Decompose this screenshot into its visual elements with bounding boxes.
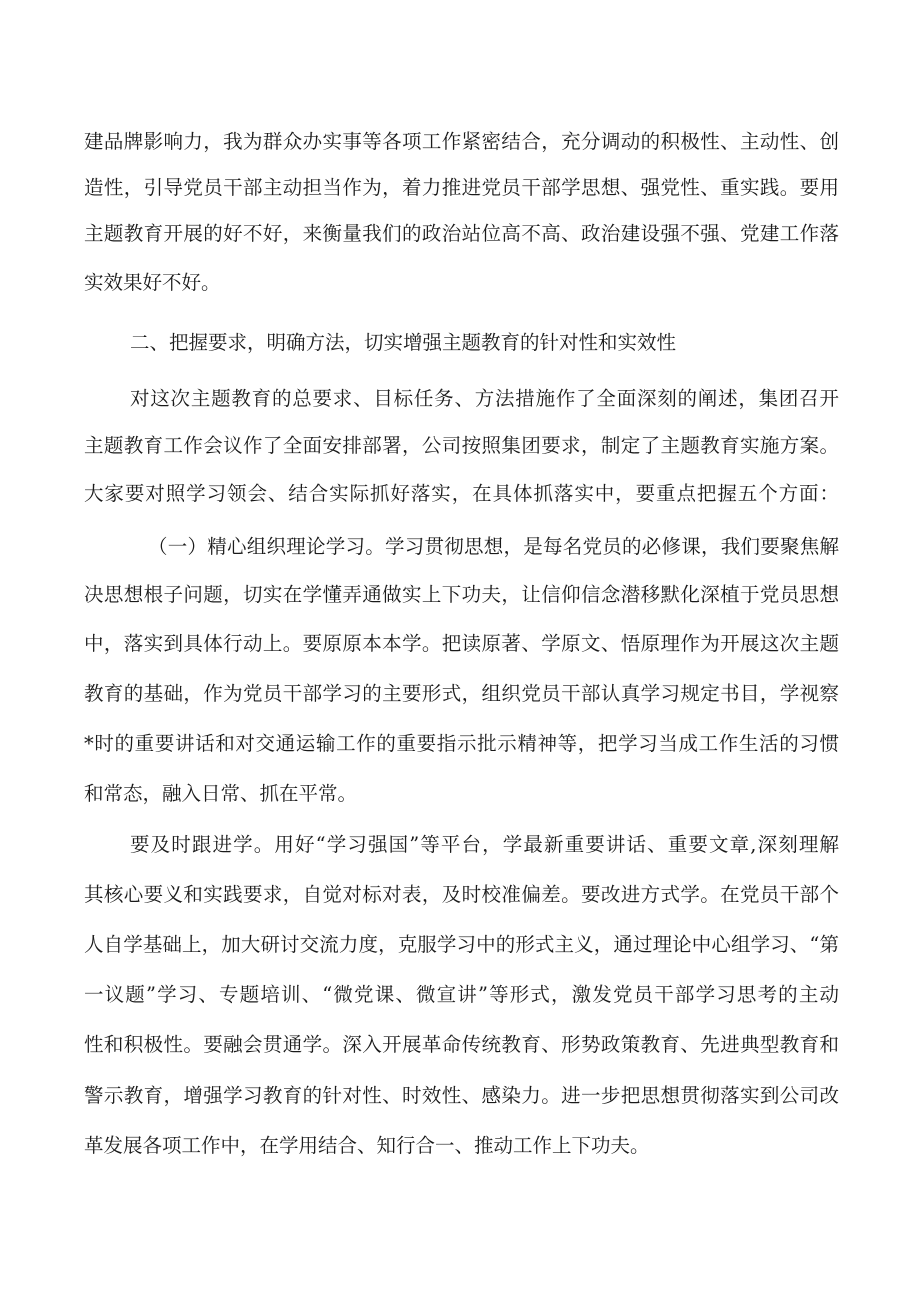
paragraph-4-line-1: 要及时跟进学。用好“学习强国”等平台，学最新重要讲话、重要文章,深刻理解 [130,833,839,856]
paragraph-3-line-1: （一）精心组织理论学习。学习贯彻思想，是每名党员的必修课，我们要聚焦解 [148,535,839,558]
paragraph-3-line-3: 中，落实到具体行动上。要原原本本学。把读原著、学原文、悟原理作为开展这次主题 [84,632,839,655]
paragraph-4-line-4: 一议题”学习、专题培训、“微党课、微宣讲”等形式，激发党员干部学习思考的主动 [84,983,839,1006]
paragraph-4-line-7: 革发展各项工作中，在学用结合、知行合一、推动工作上下功夫。 [84,1134,650,1157]
paragraph-3-line-4: 教育的基础，作为党员干部学习的主要形式，组织党员干部认真学习规定书目，学视察 [84,682,839,705]
paragraph-3-line-5: *时的重要讲话和对交通运输工作的重要指示批示精神等，把学习当成工作生活的习惯 [84,732,839,755]
paragraph-4-line-2: 其核心要义和实践要求，自觉对标对表，及时校准偏差。要改进方式学。在党员干部个 [84,883,839,906]
paragraph-4-line-6: 警示教育，增强学习教育的针对性、时效性、感染力。进一步把思想贯彻落实到公司改 [84,1084,839,1107]
paragraph-4-line-5: 性和积极性。要融会贯通学。深入开展革命传统教育、形势政策教育、先进典型教育和 [84,1033,839,1056]
paragraph-1-line-2: 造性，引导党员干部主动担当作为，着力推进党员干部学思想、强党性、重实践。要用 [84,176,839,199]
paragraph-1-line-4: 实效果好不好。 [84,271,221,294]
paragraph-3-line-2: 决思想根子问题，切实在学懂弄通做实上下功夫，让信仰信念潜移默化深植于党员思想 [84,583,839,606]
paragraph-1-line-1: 建品牌影响力，我为群众办实事等各项工作紧密结合，充分调动的积极性、主动性、创 [84,130,839,153]
paragraph-3-line-6: 和常态，融入日常、抓在平常。 [84,782,358,805]
paragraph-2-line-3: 大家要对照学习领会、结合实际抓好落实，在具体抓落实中，要重点把握五个方面： [84,482,839,505]
paragraph-1-line-3: 主题教育开展的好不好，来衡量我们的政治站位高不高、政治建设强不强、党建工作落 [84,222,839,245]
paragraph-2-line-2: 主题教育工作会议作了全面安排部署，公司按照集团要求，制定了主题教育实施方案。 [84,434,839,457]
paragraph-2-line-1: 对这次主题教育的总要求、目标任务、方法措施作了全面深刻的阐述，集团召开 [130,387,839,410]
section-heading: 二、把握要求，明确方法，切实增强主题教育的针对性和实效性 [130,331,677,354]
paragraph-4-line-3: 人自学基础上，加大研讨交流力度，克服学习中的形式主义，通过理论中心组学习、“第 [84,933,839,956]
